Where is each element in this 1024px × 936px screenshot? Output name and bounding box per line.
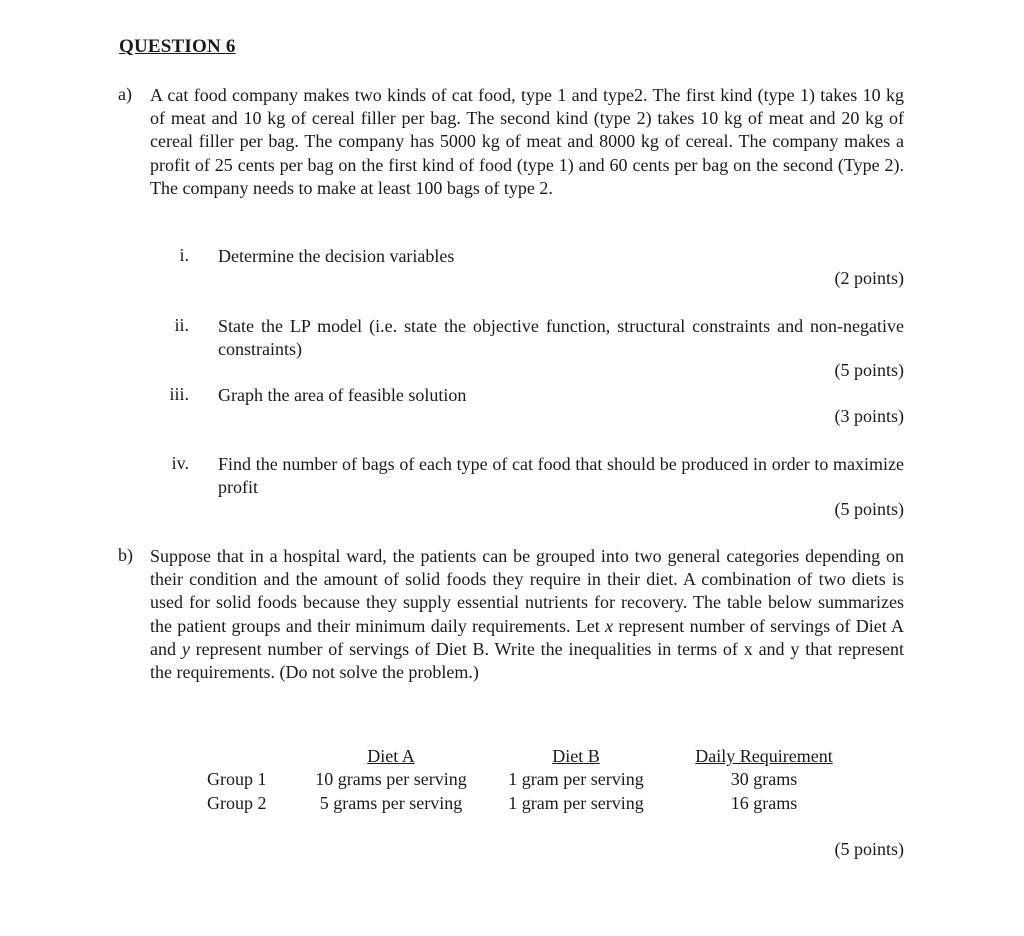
- item-number: ii.: [174, 315, 189, 335]
- part-a-item-ii: [150, 315, 904, 361]
- item-text: Graph the area of feasible solution: [218, 385, 467, 405]
- points-label: (5 points): [834, 499, 904, 519]
- column-header-diet-b: Diet B: [552, 746, 600, 766]
- table-cell: 1 gram per serving: [508, 769, 644, 789]
- item-text: Determine the decision variables: [218, 246, 455, 266]
- table-cell: 10 grams per serving: [315, 769, 467, 789]
- item-text: State the LP model (i.e. state the objective function, structural constraints and non-negative constraints): [218, 316, 904, 359]
- part-a-item-i: [150, 245, 904, 268]
- points-label: (5 points): [834, 839, 904, 859]
- table-row-label: Group 1: [207, 769, 267, 789]
- variable-x: x: [605, 615, 614, 636]
- part-a: [118, 84, 904, 200]
- question-title: QUESTION 6: [119, 36, 236, 57]
- part-a-letter: a): [118, 84, 132, 104]
- part-b-text: [150, 545, 904, 684]
- column-header-daily-requirement: Daily Requirement: [695, 746, 833, 766]
- table-cell: 30 grams: [730, 769, 798, 789]
- part-b: [118, 545, 904, 684]
- diet-table: [0, 745, 1024, 825]
- item-number: iii.: [169, 384, 189, 404]
- part-a-item-iv: [150, 453, 904, 499]
- table-cell: 5 grams per serving: [319, 793, 463, 813]
- part-b-text-start: Suppose that in a hospital ward, the patients can be grouped into two general categories depending on their condition and the amount of solid foods they require in their diet. A combination of two diets is used for solid foods because they supply essential nutrients for recovery. The table below summarizes the patient groups and their minimum daily requirements. Let: [150, 546, 904, 636]
- table-cell: 1 gram per serving: [508, 793, 644, 813]
- item-number: iv.: [171, 453, 189, 473]
- table-row-label: Group 2: [207, 793, 267, 813]
- part-b-letter: b): [118, 545, 133, 565]
- table-cell: 16 grams: [730, 793, 798, 813]
- points-label: (5 points): [834, 360, 904, 380]
- variable-y: y: [181, 638, 190, 659]
- part-b-text-middle: represent number of servings of Diet A and: [150, 615, 904, 659]
- column-header-diet-a: Diet A: [367, 746, 415, 766]
- item-number: i.: [179, 245, 189, 265]
- points-label: (2 points): [834, 268, 904, 288]
- part-b-text-end: represent number of servings of Diet B. Write the inequalities in terms of x and y that represent the requirements. (Do not solve the problem.): [150, 638, 904, 683]
- part-a-item-iii: [150, 384, 904, 407]
- points-label: (3 points): [834, 406, 904, 426]
- item-text: Find the number of bags of each type of cat food that should be produced in order to maximize profit: [218, 454, 904, 497]
- part-a-text: A cat food company makes two kinds of cat food, type 1 and type2. The first kind (type 1) takes 10 kg of meat and 10 kg of cereal filler per bag. The second kind (type 2) takes 10 kg of meat and 20 kg of cereal filler per bag. The company has 5000 kg of meat and 8000 kg of cereal. The company makes a profit of 25 cents per bag on the first kind of food (type 1) and 60 cents per bag on the second (Type 2). The company needs to make at least 100 bags of type 2.: [150, 85, 904, 198]
